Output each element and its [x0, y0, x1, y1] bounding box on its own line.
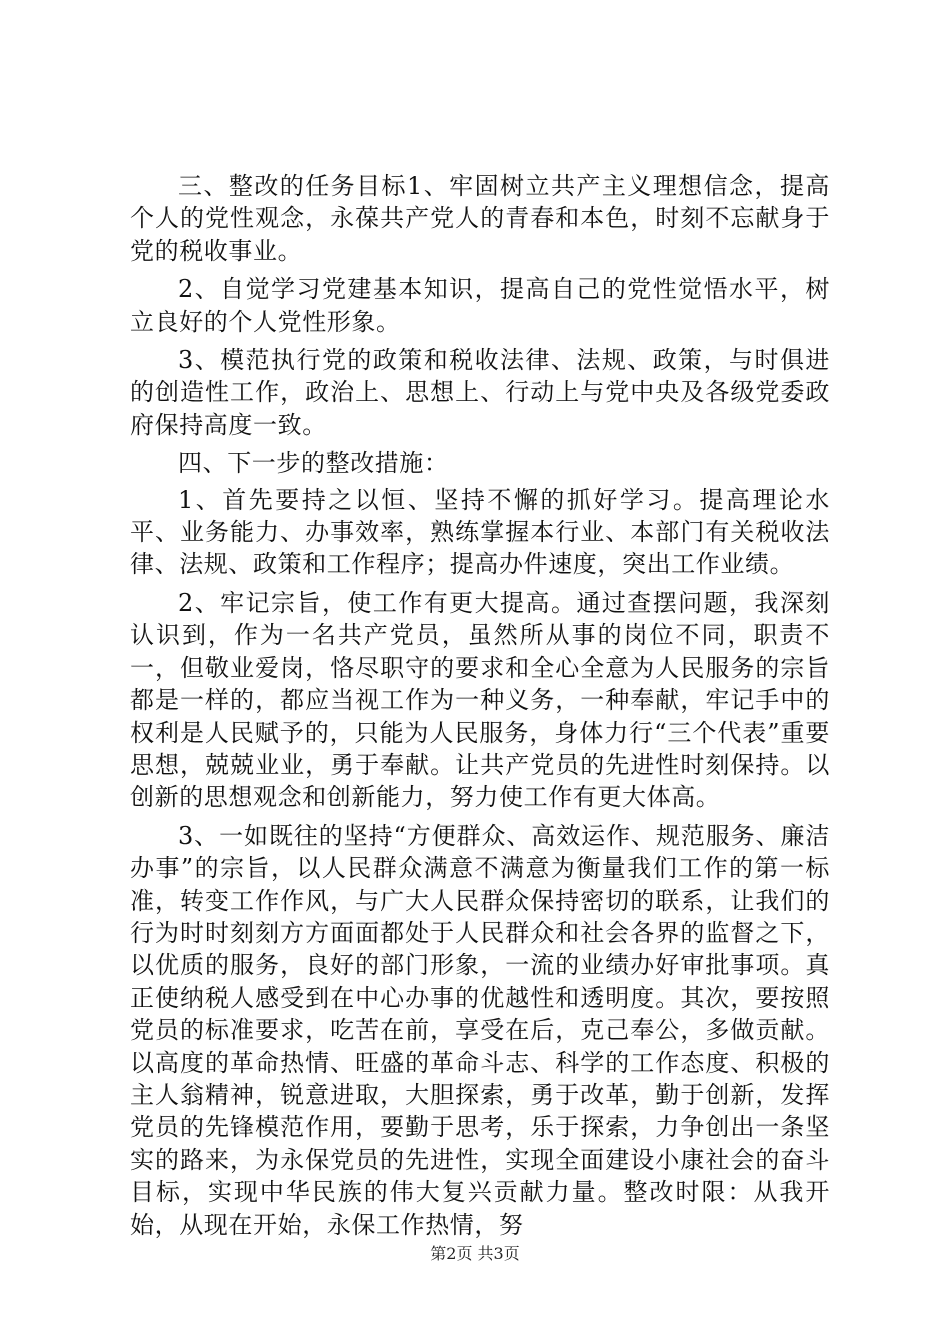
paragraph-measure-3: 3、一如既往的坚持“方便群众、高效运作、规范服务、廉洁办事”的宗旨，以人民群众满意不满意为衡量我们工作的第一标准，转变工作作风，与广大人民群众保持密切的联系，让我们的行为时时刻刻方方面面都处于人民群众和社会各界的监督之下，以优质的服务，良好的部门形象，一流的业绩办好审批事项。真正使纳税人感受到在中心办事的优越性和透明度。其次，要按照党员的标准要求，吃苦在前，享受在后，克己奉公，多做贡献。以高度的革命热情、旺盛的革命斗志、科学的工作态度、积极的主人翁精神，锐意进取，大胆探索，勇于改革，勤于创新，发挥党员的先锋模范作用，要勤于思考，乐于探索，力争创出一条坚实的路来，为永保党员的先进性，实现全面建设小康社会的奋斗目标，实现中华民族的伟大复兴贡献力量。整改时限：从我开始，从现在开始，永保工作热情，努	[130, 821, 830, 1239]
paragraph-measure-2: 2、牢记宗旨，使工作有更大提高。通过查摆问题，我深刻认识到，作为一名共产党员，虽然所从事的岗位不同，职责不一，但敬业爱岗，恪尽职守的要求和全心全意为人民服务的宗旨都是一样的，都应当视工作为一种义务，一种奉献，牢记手中的权利是人民赋予的，只能为人民服务，身体力行“三个代表”重要思想，兢兢业业，勇于奉献。让共产党员的先进性时刻保持。以创新的思想观念和创新能力，努力使工作有更大体高。	[130, 588, 830, 812]
section-heading-next-steps: 四、下一步的整改措施：	[178, 449, 449, 478]
paragraph-goal-3: 3、模范执行党的政策和税收法律、法规、政策，与时俱进的创造性工作，政治上、思想上、行动上与党中央及各级党委政府保持高度一致。	[130, 346, 830, 439]
paragraph-task-goals: 三、整改的任务目标1、牢固树立共产主义理想信念，提高个人的党性观念，永葆共产党人的青春和本色，时刻不忘献身于党的税收事业。	[130, 172, 830, 265]
document-body	[130, 170, 830, 1247]
paragraph-goal-2: 2、自觉学习党建基本知识，提高自己的党性觉悟水平，树立良好的个人党性形象。	[130, 275, 830, 336]
paragraph-measure-1: 1、首先要持之以恒、坚持不懈的抓好学习。提高理论水平、业务能力、办事效率，熟练掌握本行业、本部门有关税收法律、法规、政策和工作程序；提高办件速度，突出工作业绩。	[130, 485, 830, 579]
page-number-footer: 第2页 共3页	[430, 1244, 520, 1263]
